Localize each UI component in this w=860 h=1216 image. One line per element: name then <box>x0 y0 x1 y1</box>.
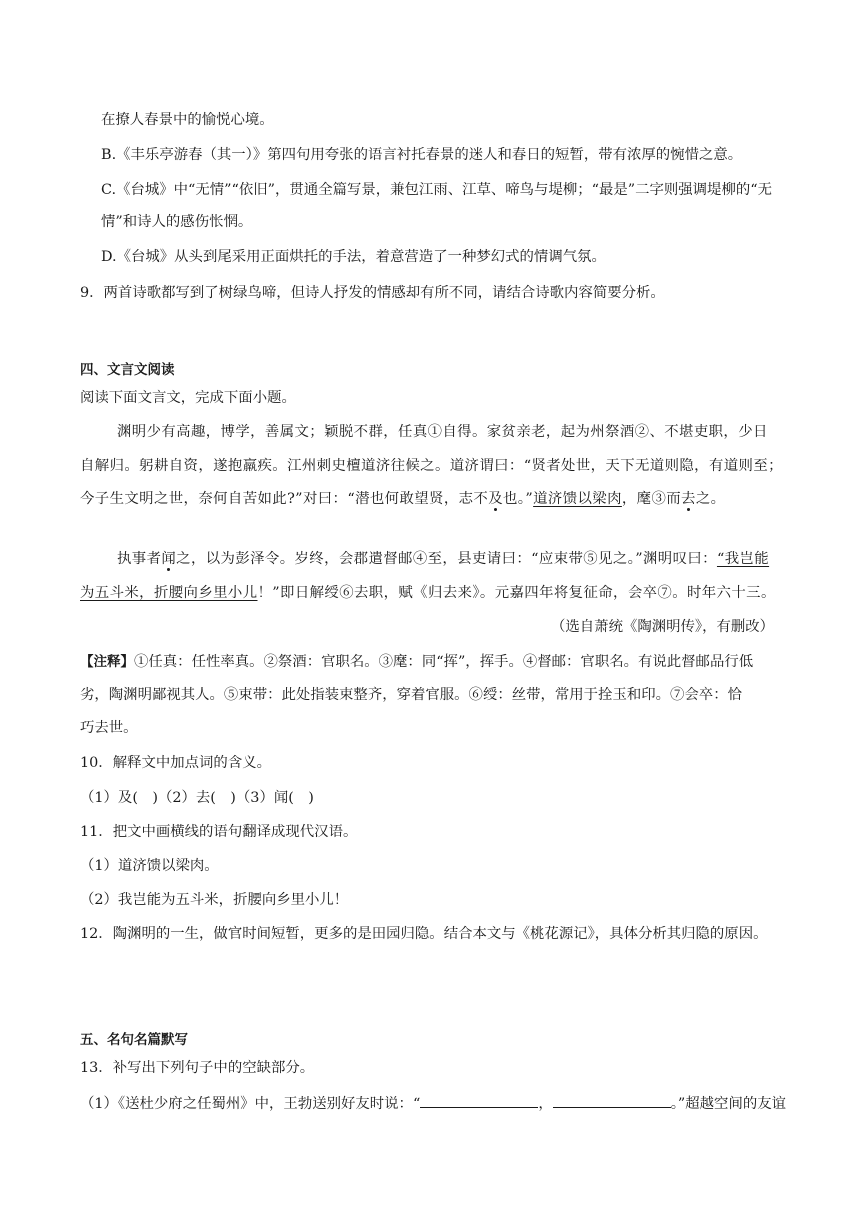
answer-blank-2[interactable] <box>553 1093 671 1108</box>
underlined-sentence-2a: “我岂能 <box>716 551 770 567</box>
notes-label: 【注释】 <box>80 654 134 670</box>
question-10-items: （1）及( )（2）去( )（3）闻( ) <box>80 790 314 806</box>
question-9: 9．两首诗歌都写到了树绿鸟啼，但诗人抒发的情感却有所不同，请结合诗歌内容简要分析。 <box>80 285 665 301</box>
question-11-item2: （2）我岂能为五斗米，折腰向乡里小儿！ <box>80 892 349 908</box>
q8-option-b: B.《丰乐亭游春（其一）》第四句用夸张的语言衬托春景的迷人和春日的短暂，带有浓厚的惋惜之意。 <box>101 147 743 163</box>
underlined-sentence-1: 道济馈以梁肉 <box>533 491 622 507</box>
dotted-word-wen: 闻 <box>161 551 177 567</box>
passage-p2-line1: 执事者闻之，以为彭泽令。岁终，会郡遣督邮④至，县吏请曰：“应束带⑤见之。”渊明叹曰：“我岂能 <box>117 551 770 567</box>
question-13: 13．补写出下列句子中的空缺部分。 <box>80 1060 315 1076</box>
q8-option-c-line2: 情”和诗人的感伤怅惘。 <box>101 214 253 230</box>
section-4-instruction: 阅读下面文言文，完成下面小题。 <box>80 390 296 406</box>
section-5-title: 五、名句名篇默写 <box>80 1032 188 1048</box>
passage-p1-line1: 渊明少有高趣，博学，善属文；颖脱不群，任真①自得。家贫亲老，起为州祭酒②、不堪吏职，少日 <box>117 424 768 440</box>
section-4-title: 四、文言文阅读 <box>80 362 175 378</box>
passage-source: （选自萧统《陶渊明传》，有删改） <box>551 619 775 635</box>
question-11: 11．把文中画横线的语句翻译成现代汉语。 <box>80 824 358 840</box>
dotted-word-ji: 及 <box>488 491 503 507</box>
passage-p1-line3: 今子生文明之世，奈何自苦如此?”对曰：“潜也何敢望贤，志不及也。”道济馈以梁肉，麾③而去之。 <box>80 491 726 507</box>
question-10: 10．解释文中加点词的含义。 <box>80 755 271 771</box>
dotted-word-qu: 去 <box>681 491 696 507</box>
q8-option-a-continuation: 在撩人春景中的愉悦心境。 <box>101 112 274 128</box>
notes-line1: 【注释】①任真：任性率真。②祭酒：官职名。③麾：同“挥”，挥手。④督邮：官职名。有说此督邮品行低 <box>80 654 754 670</box>
question-13-item1: （1）《送杜少府之任蜀州》中，王勃送别好友时说：“ ， 。”超越空间的友谊 <box>80 1093 786 1114</box>
question-12: 12．陶渊明的一生，做官时间短暂，更多的是田园归隐。结合本文与《桃花源记》，具体分析其归隐的原因。 <box>80 926 768 942</box>
passage-p2-line2: 为五斗米，折腰向乡里小儿！”即日解绶⑥去职，赋《归去来》。元嘉四年将复征命，会卒⑦。时年六十三。 <box>80 585 776 601</box>
q8-option-d: D.《台城》从头到尾采用正面烘托的手法，着意营造了一种梦幻式的情调气氛。 <box>101 249 606 265</box>
notes-line2: 劣，陶渊明鄙视其人。⑤束带：此处指装束整齐，穿着官服。⑥绶：丝带，常用于拴玉和印。⑦会卒：恰 <box>80 687 742 703</box>
notes-line3: 巧去世。 <box>80 720 138 736</box>
passage-p1-line2: 自解归。躬耕自资，遂抱羸疾。江州刺史檀道济往候之。道济谓曰：“贤者处世，天下无道则隐，有道则至； <box>80 458 783 474</box>
underlined-sentence-2b: 为五斗米，折腰向乡里小儿 <box>80 585 258 601</box>
q8-option-c-line1: C.《台城》中“无情”“依旧”，贯通全篇写景，兼包江雨、江草、啼鸟与堤柳；“最是”二字则强调堤柳的“无 <box>101 182 772 198</box>
question-11-item1: （1）道济馈以梁肉。 <box>80 858 219 874</box>
answer-blank-1[interactable] <box>420 1093 538 1108</box>
